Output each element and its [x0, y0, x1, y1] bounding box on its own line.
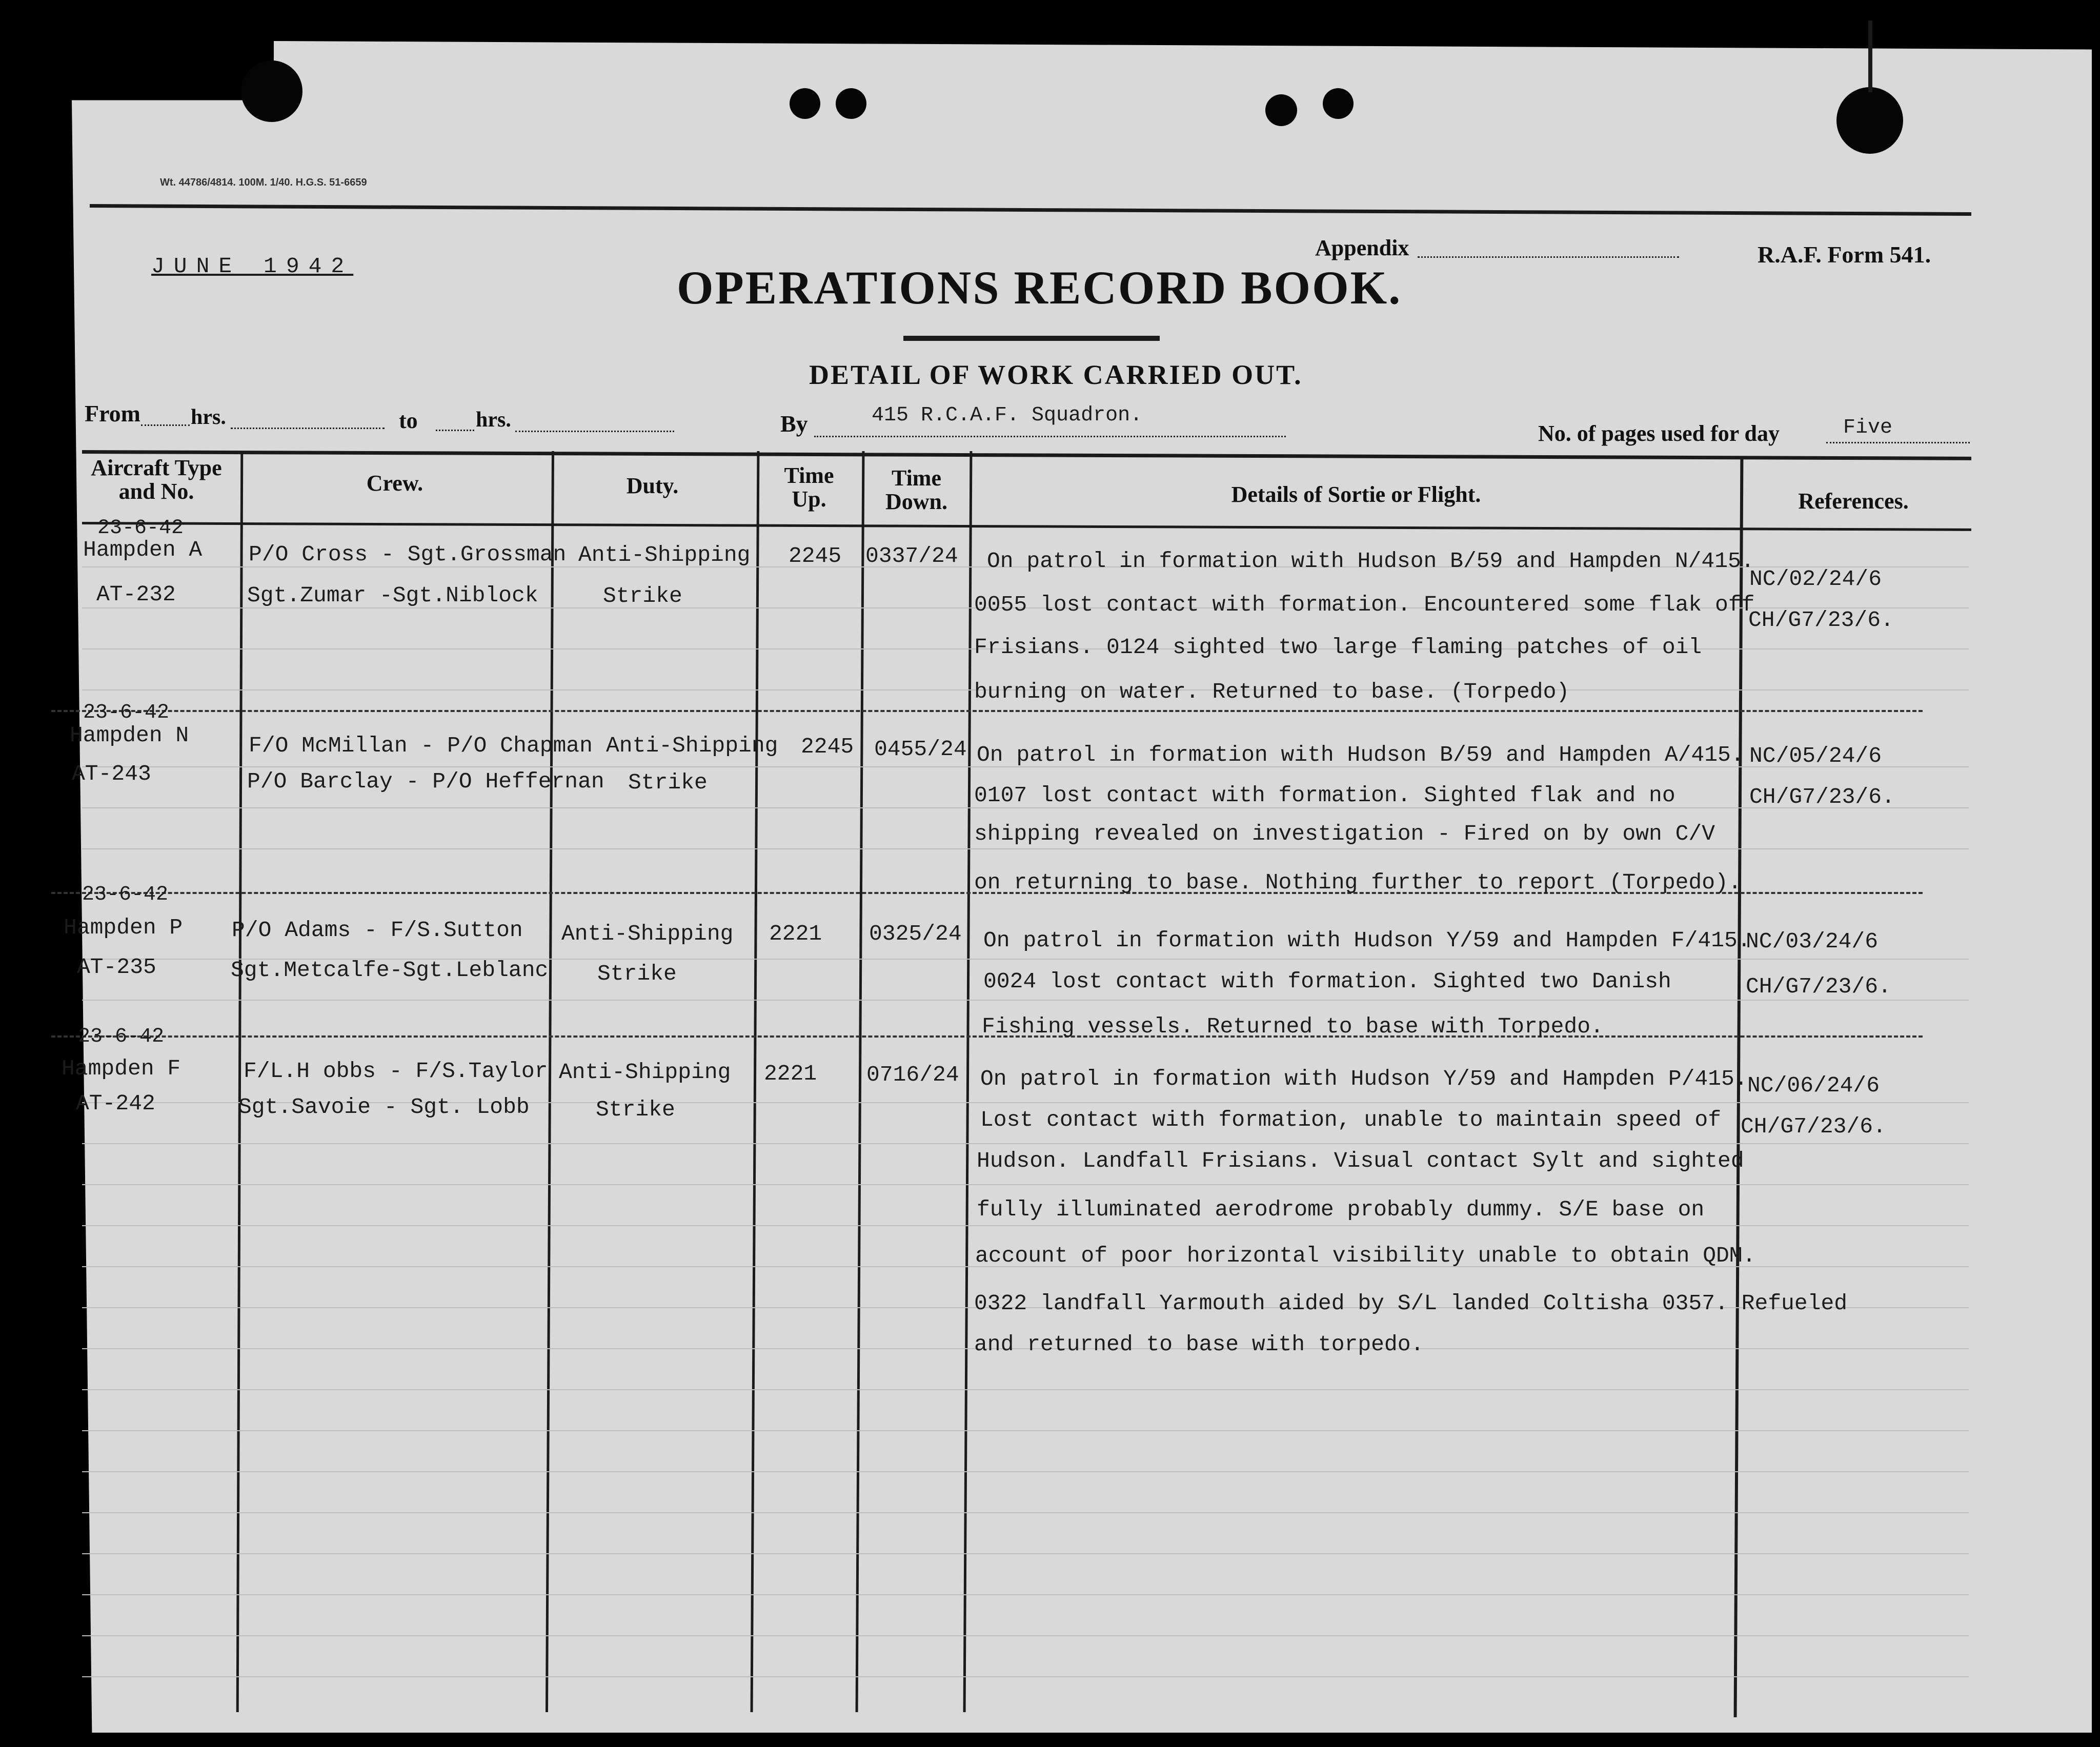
to-hrs-label: hrs.	[476, 408, 511, 432]
col-header-duty: Duty.	[626, 473, 679, 498]
details-line: On patrol in formation with Hudson B/59 and Hampden A/415.	[977, 742, 1744, 767]
time-down: 0455/24	[874, 737, 967, 762]
reference: CH/G7/23/6.	[1748, 607, 1894, 633]
entry-date: 23-6-42	[83, 701, 170, 724]
time-down: 0716/24	[866, 1062, 959, 1087]
duty-line: Strike	[628, 770, 708, 795]
details-line: burning on water. Returned to base. (Torpedo)	[974, 679, 1570, 704]
print-code: Wt. 44786/4814. 100M. 1/40. H.G.S. 51-6659	[160, 177, 367, 188]
details-line: 0024 lost contact with formation. Sighted two Danish	[983, 969, 1671, 994]
details-line: 0322 landfall Yarmouth aided by S/L landed Coltisha 0357. Refueled	[974, 1291, 1848, 1316]
reference: CH/G7/23/6.	[1746, 974, 1891, 999]
aircraft-type: Hampden A	[83, 537, 203, 562]
month-stamp: JUNE 1942	[151, 254, 354, 279]
punch-hole-mid-3	[1265, 94, 1297, 126]
aircraft-serial: AT-235	[77, 954, 156, 980]
ruled-line	[82, 1225, 1969, 1226]
details-line: 0055 lost contact with formation. Encountered some flak off	[974, 592, 1755, 617]
pages-value: Five	[1843, 416, 1893, 439]
ruled-line	[82, 1471, 1969, 1472]
crew-line: Sgt.Metcalfe-Sgt.Leblanc	[231, 958, 549, 983]
punch-hole-mid-1	[790, 88, 820, 119]
time-up: 2245	[801, 734, 854, 759]
details-line: shipping revealed on investigation - Fired on by own C/V	[974, 821, 1715, 846]
crew-line: P/O Barclay - P/O Heffernan	[247, 769, 604, 794]
aircraft-serial: AT-232	[96, 582, 176, 607]
reference: CH/G7/23/6.	[1749, 784, 1895, 809]
details-line: on returning to base. Nothing further to report (Torpedo).	[974, 870, 1742, 895]
pages-label: No. of pages used for day	[1538, 421, 1780, 446]
duty-line: Anti-Shipping	[578, 542, 751, 567]
time-up: 2221	[764, 1061, 817, 1086]
ruled-line	[82, 1000, 1969, 1001]
duty-line: Strike	[596, 1097, 675, 1122]
details-line: and returned to base with torpedo.	[974, 1332, 1424, 1357]
aircraft-serial: AT-243	[72, 761, 151, 786]
ruled-line	[82, 848, 1969, 849]
ruled-line	[82, 1594, 1969, 1595]
details-line: Fishing vessels. Returned to base with Torpedo.	[982, 1014, 1604, 1039]
ruled-line	[82, 1389, 1969, 1390]
ruled-line	[82, 1635, 1969, 1636]
page-subtitle: DETAIL OF WORK CARRIED OUT.	[809, 359, 1303, 390]
details-line: On patrol in formation with Hudson Y/59 and Hampden F/415.	[983, 928, 1751, 953]
title-underline	[903, 336, 1160, 341]
aircraft-serial: AT-242	[76, 1091, 155, 1116]
time-down: 0337/24	[865, 543, 958, 568]
crew-line: F/O McMillan - P/O Chapman	[249, 733, 593, 758]
from-date-blank	[231, 428, 385, 429]
ruled-line	[82, 1553, 1969, 1554]
reference: NC/02/24/6	[1749, 566, 1882, 592]
ruled-line	[82, 1512, 1969, 1513]
reference: NC/06/24/6	[1747, 1073, 1880, 1098]
reference: NC/03/24/6	[1746, 929, 1879, 954]
col-header-time-down: Time Down.	[885, 465, 948, 515]
details-line: On patrol in formation with Hudson Y/59 and Hampden P/415.	[980, 1066, 1748, 1091]
entry-separator	[51, 710, 1923, 712]
details-line: Frisians. 0124 sighted two large flaming patches of oil	[974, 635, 1702, 660]
crew-line: F/L.H obbs - F/S.Taylor	[244, 1059, 548, 1084]
appendix-label: Appendix	[1315, 235, 1409, 260]
time-up: 2245	[789, 543, 842, 568]
duty-line: Anti-Shipping	[561, 921, 734, 946]
by-blank	[814, 436, 1286, 437]
duty-line: Anti-Shipping	[606, 733, 778, 758]
duty-line: Strike	[603, 583, 682, 608]
squadron-name: 415 R.C.A.F. Squadron.	[872, 404, 1143, 427]
col-header-crew: Crew.	[366, 471, 423, 496]
page-title: OPERATIONS RECORD BOOK.	[677, 261, 1402, 314]
reference: NC/05/24/6	[1749, 743, 1882, 768]
details-line: Lost contact with formation, unable to maintain speed of	[980, 1107, 1722, 1132]
by-label: By	[780, 411, 808, 437]
pages-blank	[1826, 442, 1970, 443]
punch-hole-right	[1836, 87, 1903, 154]
punch-hole-left	[241, 60, 302, 122]
entry-date: 23-6-42	[78, 1025, 165, 1048]
from-label: From	[85, 400, 141, 426]
details-line: fully illuminated aerodrome probably dummy. S/E base on	[977, 1197, 1705, 1222]
to-date-blank	[515, 431, 674, 432]
col-header-details: Details of Sortie or Flight.	[1231, 482, 1481, 507]
ruled-line	[82, 1143, 1969, 1144]
punch-hole-mid-4	[1323, 88, 1354, 119]
crew-line: P/O Cross - Sgt.Grossman	[249, 542, 567, 567]
hole-stem	[1868, 21, 1872, 92]
ruled-line	[82, 1430, 1969, 1431]
details-line: account of poor horizontal visibility unable to obtain QDM.	[975, 1243, 1756, 1268]
to-hours-blank	[436, 430, 474, 431]
entry-date: 23-6-42	[97, 517, 184, 540]
from-hrs-label: hrs.	[191, 405, 226, 429]
details-line: On patrol in formation with Hudson B/59 and Hampden N/415.	[987, 549, 1754, 574]
col-header-references: References.	[1798, 489, 1909, 514]
col-header-aircraft: Aircraft Type and No.	[91, 455, 222, 504]
duty-line: Anti-Shipping	[559, 1060, 731, 1085]
ruled-line	[82, 1184, 1969, 1185]
from-hours-blank	[141, 424, 190, 426]
aircraft-type: Hampden P	[64, 915, 183, 940]
aircraft-type: Hampden N	[70, 723, 189, 748]
appendix-blank	[1418, 256, 1679, 258]
details-line: Hudson. Landfall Frisians. Visual contact Sylt and sighted	[977, 1148, 1744, 1173]
details-line: 0107 lost contact with formation. Sighted flak and no	[974, 783, 1675, 808]
aircraft-type: Hampden F	[62, 1056, 181, 1081]
time-down: 0325/24	[869, 921, 962, 946]
reference: CH/G7/23/6.	[1741, 1114, 1886, 1139]
time-up: 2221	[769, 921, 822, 946]
col-header-time-up: Time Up.	[784, 463, 834, 512]
crew-line: Sgt.Zumar -Sgt.Niblock	[247, 583, 538, 608]
duty-line: Strike	[597, 961, 677, 986]
ruled-line	[82, 1676, 1969, 1677]
entry-date: 23-6-42	[82, 883, 169, 906]
form-number: R.A.F. Form 541.	[1758, 241, 1931, 268]
to-label: to	[399, 408, 418, 433]
crew-line: P/O Adams - F/S.Sutton	[232, 918, 523, 943]
crew-line: Sgt.Savoie - Sgt. Lobb	[238, 1094, 530, 1120]
punch-hole-mid-2	[836, 88, 866, 119]
